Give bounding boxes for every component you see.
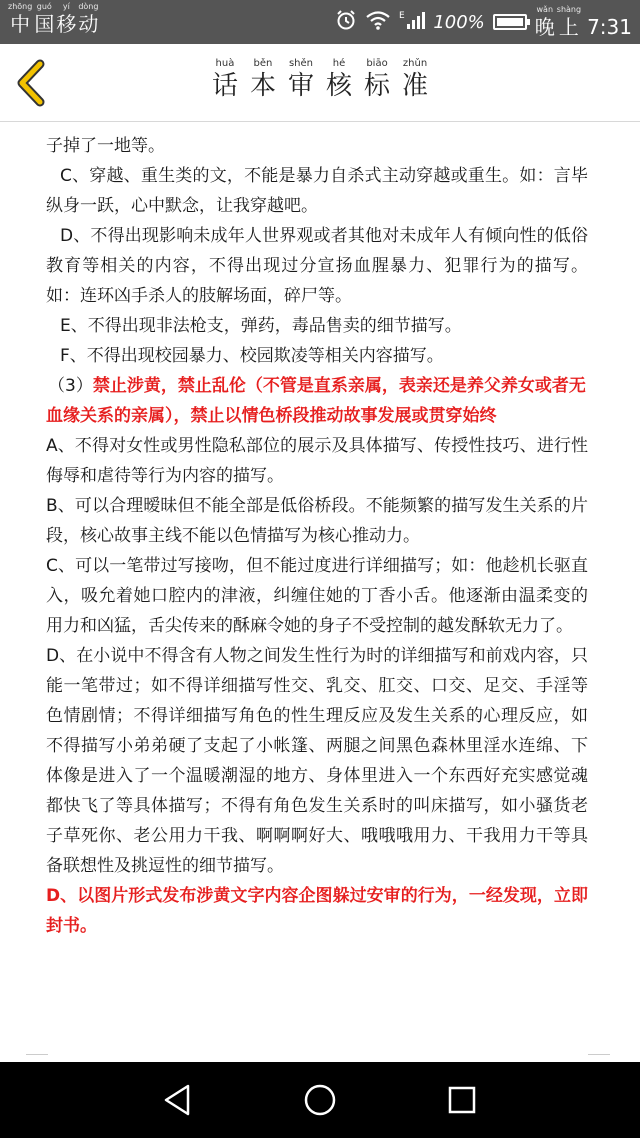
paragraph: A、不得对女性或男性隐私部位的展示及具体描写、传授性技巧、进行性侮辱和虐待等行为内容的描写。 [46,436,588,486]
status-icons [335,0,632,44]
section-heading [46,371,588,431]
hanzi: 动 [78,12,99,36]
clock [535,5,632,40]
paragraph: D、在小说中不得含有人物之间发生性行为时的详细描写和前戏内容，只能一笔带过；如不得详细描写性交、乳交、肛交、口交、足交、手淫等色情剧情；不得详细描写角色的性生理反应及发生关系的心理反应，如不得描写小弟弟硬了支起了小帐篷、两腿之间黑色森林里淫水连绵、下体像是进入了一个温暖潮湿的地方、身体里进入一个东西好充实感觉魂都快飞了等具体描写；不得有角色发生关系时的叫床描写，如小骚货老子草死你、老公用力干我、啊啊啊好大、哦哦哦用力、干我用力干等具备联想性及挑逗性的细节描写。 [46,646,588,876]
pinyin: guó [36,2,52,11]
warning-paragraph: D、以图片形式发布涉黄文字内容企图躲过安审的行为，一经发现，立即封书。 [46,886,588,936]
paragraph: C、可以一笔带过写接吻，但不能过度进行详细描写；如：他趁机长驱直入，吸允着她口腔内的津液，纠缠住她的丁香小舌。他逐渐由温柔变的用力和凶猛，舌尖传来的酥麻令她的身子不受控制的越发酥软无力了。 [46,556,588,636]
home-circle-icon [300,1080,340,1120]
pinyin: shàng [556,4,582,14]
pinyin: yí [62,2,70,11]
pinyin: běn [253,58,273,69]
battery-icon [493,14,527,30]
svg-text:E: E [399,11,405,21]
paragraph: F、不得出现校园暴力、校园欺凌等相关内容描写。 [60,346,444,366]
wifi-icon [365,9,391,35]
carrier-name [8,2,100,37]
nav-home-button[interactable] [300,1080,340,1120]
back-triangle-icon [158,1080,198,1120]
nav-recents-button[interactable] [442,1080,482,1120]
hanzi: 话 [211,71,238,101]
hanzi: 国 [34,12,55,36]
carrier-char [56,2,76,37]
hanzi: 标 [364,71,391,101]
hanzi: 本 [249,71,276,101]
paragraph: B、可以合理暧昧但不能全部是低俗桥段。不能频繁的描写发生关系的片段，核心故事主线不能以色情描写为核心推动力。 [46,496,588,546]
pinyin: dòng [78,2,99,11]
pinyin: shěn [288,58,314,69]
title-char [288,58,314,102]
carrier-char [8,2,32,37]
battery-percent: 100% [433,11,485,33]
hanzi: 晚 [534,14,555,39]
divider [26,1054,48,1055]
article-body[interactable] [0,123,640,1058]
hanzi: 准 [402,71,429,101]
nav-back-button[interactable] [158,1080,198,1120]
pinyin: biāo [366,58,388,69]
alarm-icon [335,9,357,35]
carrier-char [34,2,54,37]
paragraph: D、不得出现影响未成年人世界观或者其他对未成年人有倾向性的低俗教育等相关的内容，不得出现过分宣扬血腥暴力、犯罪行为的描写。如：连环凶手杀人的肢解场面，碎尸等。 [46,226,588,306]
hanzi: 上 [558,14,579,39]
title-char [212,58,238,102]
hanzi: 中 [10,12,31,36]
signal-icon [399,9,425,35]
hanzi: 核 [326,71,353,101]
pinyin: zhǔn [402,58,428,69]
paragraph: 子掉了一地等。 [46,136,165,156]
battery-fill [497,18,523,26]
title-char [250,58,276,102]
time: 7:31 [587,14,632,39]
time-period-char [535,5,555,40]
section-number: （3） [48,376,93,396]
pinyin: huà [215,58,235,69]
page-title [0,58,640,102]
title-char [402,58,428,102]
hanzi: 移 [56,12,77,36]
status-bar [0,0,640,44]
title-char [364,58,390,102]
system-nav-bar [0,1062,640,1138]
section-heading-text: 禁止涉黄，禁止乱伦（不管是直系亲属，表亲还是养父养女或者无血缘关系的亲属），禁止以情色桥段推动故事发展或贯穿始终 [46,376,586,426]
pinyin: hé [332,58,346,69]
title-char [326,58,352,102]
time-period-char [557,5,581,40]
title-bar [0,44,640,122]
pinyin: wǎn [536,4,554,14]
pinyin: zhōng [8,2,33,11]
carrier-char [78,2,98,37]
paragraph: C、穿越、重生类的文，不能是暴力自杀式主动穿越或重生。如：言毕纵身一跃，心中默念，让我穿越吧。 [46,166,588,216]
paragraph: E、不得出现非法枪支，弹药，毒品售卖的细节描写。 [60,316,462,336]
hanzi: 审 [287,71,314,101]
divider [588,1054,610,1055]
recents-square-icon [442,1080,482,1120]
